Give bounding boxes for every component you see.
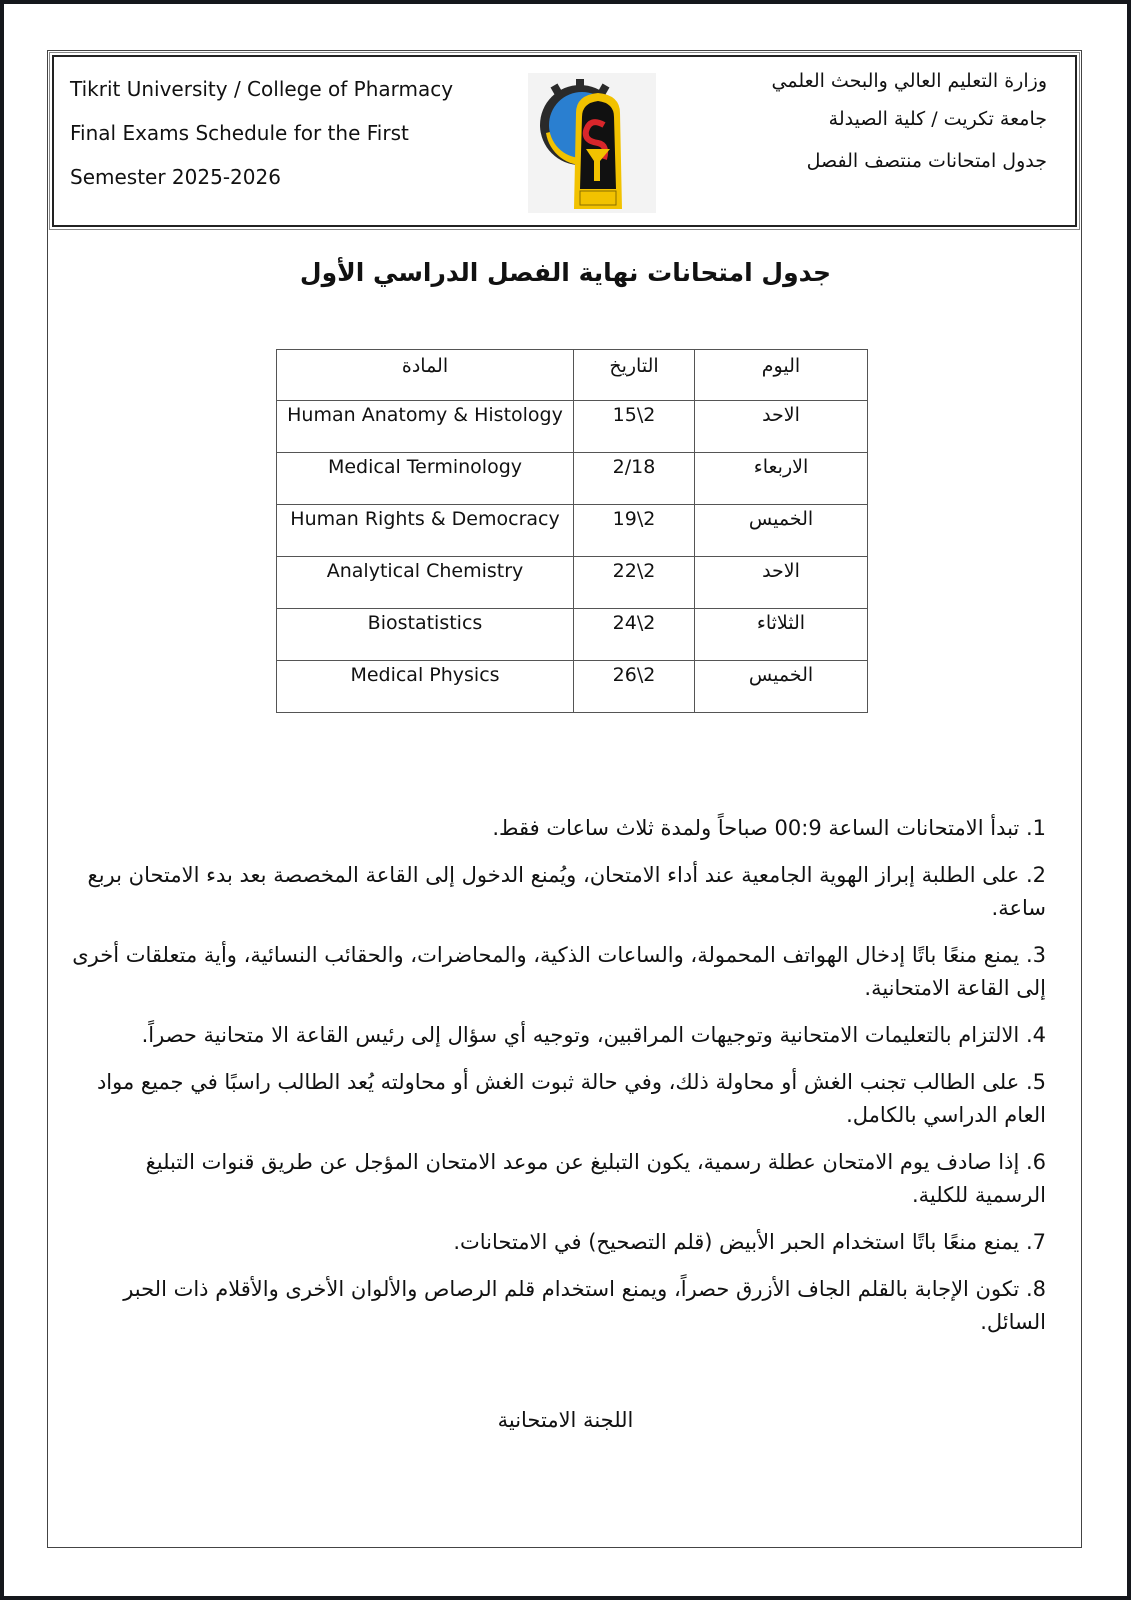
rule-item: 7. يمنع منعًا باتًا استخدام الحبر الأبيض (قلم التصحيح) في الامتحانات. [453,1230,1046,1254]
header-english [70,67,530,199]
exam-schedule-table [276,349,868,713]
rule-item: 5. على الطالب تجنب الغش أو محاولة ذلك، وفي حالة ثبوت الغش أو محاولته يُعد الطالب راسبًا في جميع مواد العام الدراسي بالكامل. [96,1070,1046,1127]
cell-date: 2/18 [574,453,695,505]
rule-item: 2. على الطلبة إبراز الهوية الجامعية عند أداء الامتحان، ويُمنع الدخول إلى القاعة المخصصة بعد بدء الامتحان بربع ساعة. [87,863,1046,920]
table-row [277,401,868,453]
header-date: التاريخ [574,350,695,401]
rule-item: 3. يمنع منعًا باتًا إدخال الهواتف المحمولة، والساعات الذكية، والمحاضرات، والحقائب النسائية، وأية متعلقات أخرى إلى القاعة الامتحانية. [72,943,1046,1000]
rule-item: 6. إذا صادف يوم الامتحان عطلة رسمية، يكون التبليغ عن موعد الامتحان المؤجل عن طريق قنوات التبليغ الرسمية للكلية. [145,1150,1046,1207]
cell-day: الاحد [695,557,868,609]
table-row [277,453,868,505]
table-header-row [277,350,868,401]
header-subject: المادة [277,350,574,401]
cell-subject: Human Anatomy & Histology [277,401,574,453]
rule-item: 8. تكون الإجابة بالقلم الجاف الأزرق حصراً، ويمنع استخدام قلم الرصاص والألوان الأخرى والأقلام ذات الحبر السائل. [123,1277,1046,1334]
cell-subject: Biostatistics [277,609,574,661]
exam-committee-signature: اللجنة الامتحانية [497,1408,634,1432]
table-row [277,661,868,713]
cell-subject: Human Rights & Democracy [277,505,574,557]
header-english-line: Semester 2025-2026 [70,165,281,189]
header-english-line: Final Exams Schedule for the First [70,121,409,145]
cell-date: 2\26 [574,661,695,713]
header-arabic-line: وزارة التعليم العالي والبحث العلمي [771,70,1047,92]
exam-rules-list [70,812,1046,1353]
cell-date: 2\19 [574,505,695,557]
cell-day: الاحد [695,401,868,453]
table-row [277,505,868,557]
cell-subject: Medical Physics [277,661,574,713]
page-title: جدول امتحانات نهاية الفصل الدراسي الأول [299,258,832,287]
document-header [52,55,1077,227]
cell-date: 2\15 [574,401,695,453]
header-english-line: Tikrit University / College of Pharmacy [70,77,454,101]
header-arabic [747,69,1047,193]
pharmacy-emblem-icon [528,73,656,213]
college-logo [528,73,656,213]
cell-day: الخميس [695,505,868,557]
cell-subject: Medical Terminology [277,453,574,505]
document-page [4,4,1127,1596]
cell-day: الثلاثاء [695,609,868,661]
header-arabic-line: جدول امتحانات منتصف الفصل [806,150,1047,172]
header-arabic-line: جامعة تكريت / كلية الصيدلة [828,108,1047,130]
rule-item: 4. الالتزام بالتعليمات الامتحانية وتوجيهات المراقبين، وتوجيه أي سؤال إلى رئيس القاعة الا متحانية حصراً. [141,1023,1046,1047]
rule-item: 1. تبدأ الامتحانات الساعة 00:9 صباحاً ولمدة ثلاث ساعات فقط. [492,816,1046,840]
cell-day: الاربعاء [695,453,868,505]
cell-date: 2\22 [574,557,695,609]
header-day: اليوم [695,350,868,401]
table-row [277,557,868,609]
cell-subject: Analytical Chemistry [277,557,574,609]
cell-date: 2\24 [574,609,695,661]
table-row [277,609,868,661]
cell-day: الخميس [695,661,868,713]
